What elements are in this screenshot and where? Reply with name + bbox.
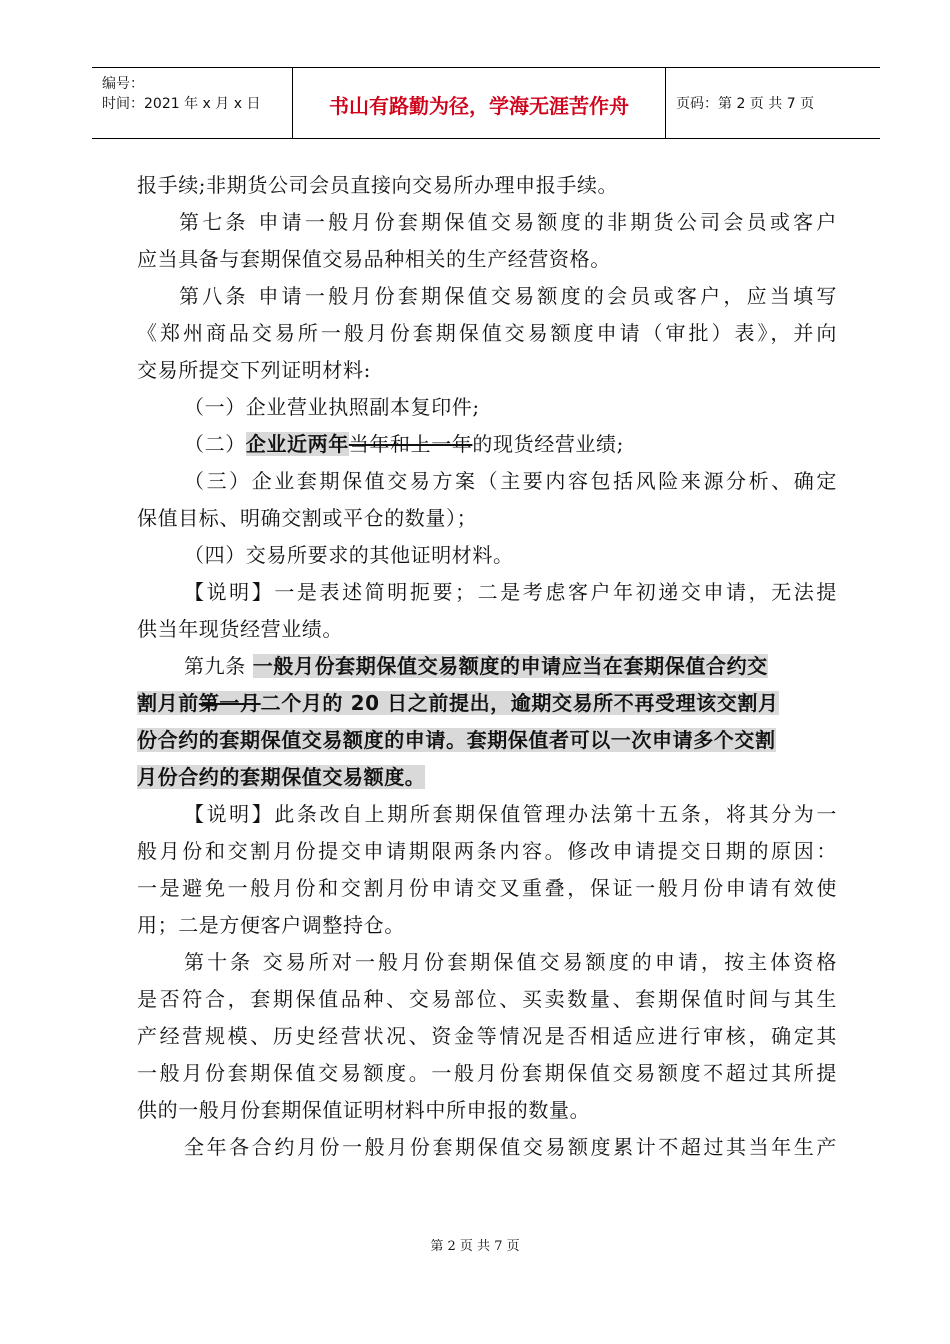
highlighted-text: 割月前 xyxy=(137,691,199,715)
article-7-line: 应当具备与套期保值交易品种相关的生产经营资格。 xyxy=(137,247,611,271)
list-item: （三）企业套期保值交易方案（主要内容包括风险来源分析、确定 xyxy=(184,469,837,493)
note-line: 般月份和交割月份提交申请期限两条内容。修改申请提交日期的原因： xyxy=(137,839,837,863)
deleted-text: 第一月 xyxy=(198,691,261,715)
list-item: 保值目标、明确交割或平仓的数量）； xyxy=(137,506,478,530)
article-8-line: 交易所提交下列证明材料: xyxy=(137,358,371,382)
list-item xyxy=(137,426,837,463)
highlighted-text: 份合约的套期保值交易额度的申请。套期保值者可以一次申请多个交割 xyxy=(137,728,776,752)
list-marker: （二） xyxy=(184,432,246,456)
note-line: 【说明】一是表述简明扼要；二是考虑客户年初递交申请，无法提 xyxy=(184,580,837,604)
highlighted-text: 一般月份套期保值交易额度的申请应当在套期保值合约交 xyxy=(252,654,768,678)
list-text: 的现货经营业绩; xyxy=(472,432,624,456)
article-10-line: 产经营规模、历史经营状况、资金等情况是否相适应进行审核，确定其 xyxy=(137,1024,837,1048)
article-9-label: 第九条 xyxy=(184,654,253,678)
article-10-line: 第十条 交易所对一般月份套期保值交易额度的申请，按主体资格 xyxy=(184,950,837,974)
note-line: 供当年现货经营业绩。 xyxy=(137,617,343,641)
article-9-line xyxy=(137,648,837,685)
article-9-line xyxy=(137,722,837,759)
article-10-line: 是否符合，套期保值品种、交易部位、买卖数量、套期保值时间与其生 xyxy=(137,987,837,1011)
list-item: （一）企业营业执照副本复印件; xyxy=(184,395,480,419)
note-line: 【说明】此条改自上期所套期保值管理办法第十五条，将其分为一 xyxy=(184,802,837,826)
note-line: 用；二是方便客户调整持仓。 xyxy=(137,913,405,937)
time-label: 时间：2021 年 x 月 x 日 xyxy=(102,96,261,112)
slogan: 书山有路勤为径，学海无涯苦作舟 xyxy=(329,94,629,118)
page-info: 页码：第 2 页 共 7 页 xyxy=(676,96,815,112)
list-item: （四）交易所要求的其他证明材料。 xyxy=(184,543,514,567)
highlighted-text: 二个月的 20 日之前提出，逾期交易所不再受理该交割月 xyxy=(260,691,779,715)
highlighted-text: 月份合约的套期保值交易额度。 xyxy=(137,765,426,789)
note-line: 一是避免一般月份和交割月份申请交叉重叠，保证一般月份申请有效使 xyxy=(137,876,837,900)
article-9-line xyxy=(137,685,837,722)
inserted-text: 企业近两年 xyxy=(245,432,349,456)
header-right-cell xyxy=(666,68,880,138)
article-8-line: 第八条 申请一般月份套期保值交易额度的会员或客户，应当填写 xyxy=(179,284,837,308)
article-7-line: 第七条 申请一般月份套期保值交易额度的非期货公司会员或客户 xyxy=(179,210,837,234)
deleted-text: 当年和上一年 xyxy=(348,432,473,456)
article-10-line: 供的一般月份套期保值证明材料中所申报的数量。 xyxy=(137,1098,591,1122)
paragraph-line: 全年各合约月份一般月份套期保值交易额度累计不超过其当年生产 xyxy=(184,1135,837,1159)
article-8-line: 《郑州商品交易所一般月份套期保值交易额度申请（审批）表》，并向 xyxy=(137,321,837,345)
article-9-line xyxy=(137,759,837,796)
header-left-cell xyxy=(92,68,293,138)
page-footer: 第 2 页 共 7 页 xyxy=(430,1239,520,1254)
paragraph-line: 报手续;非期货公司会员直接向交易所办理申报手续。 xyxy=(137,173,619,197)
article-10-line: 一般月份套期保值交易额度。一般月份套期保值交易额度不超过其所提 xyxy=(137,1061,837,1085)
document-header xyxy=(92,67,880,139)
number-label: 编号： xyxy=(102,76,144,92)
header-center-cell xyxy=(293,68,666,138)
document-body xyxy=(137,167,837,1166)
